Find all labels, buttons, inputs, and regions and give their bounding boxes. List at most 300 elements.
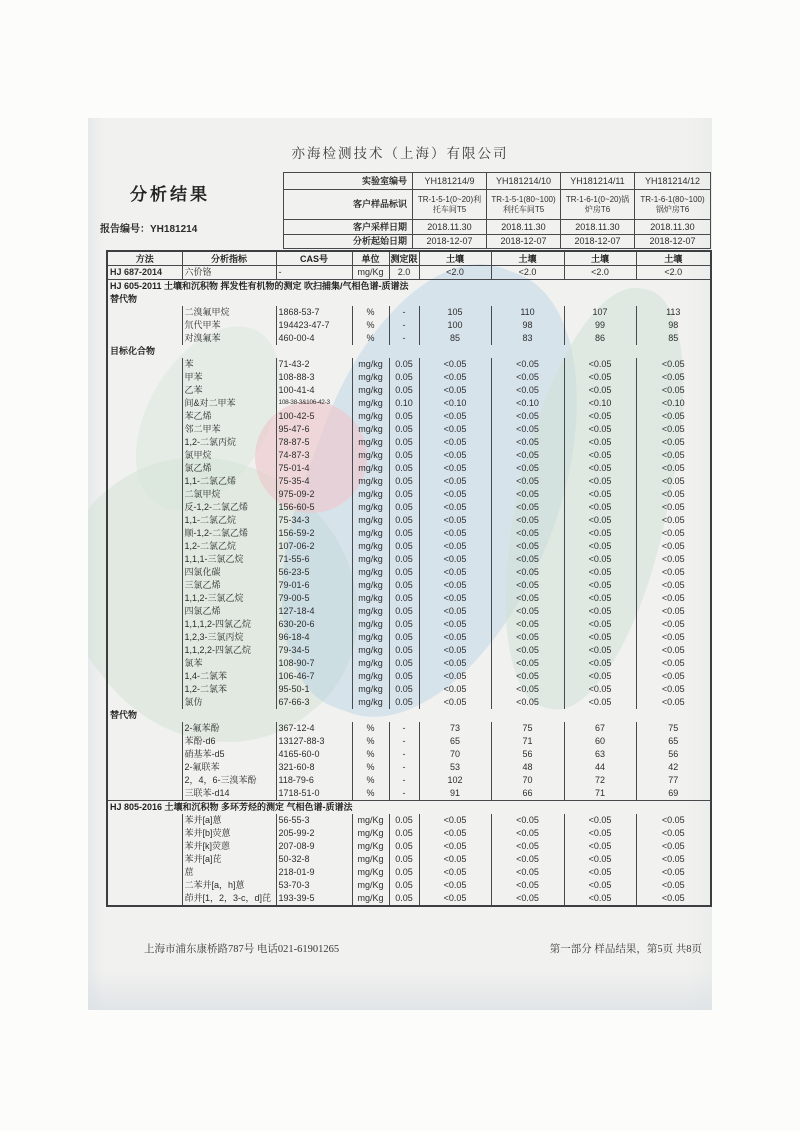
- value-cell: <0.05: [636, 462, 711, 475]
- value-cell: <0.05: [491, 892, 564, 906]
- value-cell: <0.05: [419, 553, 491, 566]
- cas-cell: 100-41-4: [276, 384, 352, 397]
- limit-cell: 0.10: [389, 397, 419, 410]
- analyte-cell: 苯: [182, 358, 276, 371]
- method-cell: [107, 566, 182, 579]
- value-cell: 100: [419, 319, 491, 332]
- analyte-cell: 2-氟联苯: [182, 761, 276, 774]
- analyte-cell: 2，4，6-三溴苯酚: [182, 774, 276, 787]
- value-cell: <0.05: [419, 879, 491, 892]
- value-cell: <0.05: [564, 592, 636, 605]
- value-cell: <0.05: [636, 423, 711, 436]
- value-cell: <0.05: [636, 840, 711, 853]
- unit-cell: mg/kg: [352, 501, 389, 514]
- cas-cell: 127-18-4: [276, 605, 352, 618]
- method-cell: [107, 892, 182, 906]
- limit-cell: 0.05: [389, 866, 419, 879]
- value-cell: <2.0: [636, 266, 711, 280]
- cas-cell: 4165-60-0: [276, 748, 352, 761]
- value-cell: <0.05: [491, 371, 564, 384]
- value-cell: <0.05: [491, 488, 564, 501]
- value-cell: <0.10: [419, 397, 491, 410]
- value-cell: 63: [564, 748, 636, 761]
- method-cell: [107, 436, 182, 449]
- value-cell: <0.05: [419, 423, 491, 436]
- method-cell: [107, 827, 182, 840]
- analyte-cell: 反-1,2-二氯乙烯: [182, 501, 276, 514]
- section-label: HJ 805-2016 土壤和沉积物 多环芳烃的测定 气相色谱-质谱法: [107, 801, 711, 815]
- value-cell: <0.05: [491, 683, 564, 696]
- value-cell: <0.05: [419, 566, 491, 579]
- limit-cell: 0.05: [389, 527, 419, 540]
- analyte-cell: 甲苯: [182, 371, 276, 384]
- method-cell: [107, 787, 182, 801]
- value-cell: <0.05: [636, 644, 711, 657]
- unit-cell: mg/kg: [352, 488, 389, 501]
- limit-cell: 0.05: [389, 696, 419, 709]
- value-cell: <0.10: [491, 397, 564, 410]
- analyte-cell: 苯乙烯: [182, 410, 276, 423]
- limit-cell: 0.05: [389, 631, 419, 644]
- unit-cell: mg/kg: [352, 592, 389, 605]
- value-cell: <0.05: [564, 475, 636, 488]
- method-cell: [107, 879, 182, 892]
- value-cell: <0.05: [636, 410, 711, 423]
- cas-cell: 100-42-5: [276, 410, 352, 423]
- value-cell: 72: [564, 774, 636, 787]
- section-row: [107, 280, 711, 294]
- table-row: [107, 371, 711, 384]
- column-header: 分析指标: [182, 251, 276, 266]
- analyte-cell: 茚并[1，2，3-c，d]芘: [182, 892, 276, 906]
- value-cell: <0.05: [419, 840, 491, 853]
- unit-cell: mg/kg: [352, 514, 389, 527]
- method-cell: [107, 631, 182, 644]
- footer-address: 上海市浦东康桥路787号 电话021-61901265: [144, 944, 340, 955]
- unit-cell: mg/kg: [352, 605, 389, 618]
- value-cell: <0.05: [564, 579, 636, 592]
- limit-cell: 0.05: [389, 462, 419, 475]
- table-row: [107, 761, 711, 774]
- cas-cell: 1718-51-0: [276, 787, 352, 801]
- value-cell: <0.05: [636, 553, 711, 566]
- limit-cell: 0.05: [389, 657, 419, 670]
- limit-cell: -: [389, 332, 419, 345]
- method-cell: [107, 683, 182, 696]
- unit-cell: mg/kg: [352, 371, 389, 384]
- value-cell: <0.05: [564, 423, 636, 436]
- cas-cell: 67-66-3: [276, 696, 352, 709]
- table-row: [107, 579, 711, 592]
- value-cell: <0.05: [636, 618, 711, 631]
- analyte-cell: 2-氟苯酚: [182, 722, 276, 735]
- cas-cell: 75-35-4: [276, 475, 352, 488]
- value-cell: <0.05: [491, 644, 564, 657]
- cas-cell: 156-60-5: [276, 501, 352, 514]
- group-label: 目标化合物: [110, 345, 156, 356]
- cas-cell: 108-38-3&106-42-3: [276, 397, 352, 410]
- analyte-cell: 1,2-二氯苯: [182, 683, 276, 696]
- value-cell: <0.05: [419, 527, 491, 540]
- column-header: 测定限: [389, 251, 419, 266]
- method-cell: [107, 384, 182, 397]
- method-cell: [107, 866, 182, 879]
- value-cell: <0.05: [564, 814, 636, 827]
- value-cell: <0.05: [564, 436, 636, 449]
- table-row: [107, 748, 711, 761]
- cas-cell: 367-12-4: [276, 722, 352, 735]
- method-cell: [107, 579, 182, 592]
- analyte-cell: 二氯甲烷: [182, 488, 276, 501]
- analyte-cell: 䓛: [182, 866, 276, 879]
- value-cell: <0.05: [419, 631, 491, 644]
- value-cell: <0.05: [636, 527, 711, 540]
- value-cell: <0.05: [419, 358, 491, 371]
- unit-cell: %: [352, 774, 389, 787]
- unit-cell: mg/Kg: [352, 892, 389, 906]
- value-cell: <0.05: [419, 436, 491, 449]
- cas-cell: 107-06-2: [276, 540, 352, 553]
- analyte-cell: 二溴氟甲烷: [182, 306, 276, 319]
- value-cell: <0.05: [491, 553, 564, 566]
- cas-cell: 75-34-3: [276, 514, 352, 527]
- value-cell: 53: [419, 761, 491, 774]
- value-cell: <0.05: [491, 423, 564, 436]
- table-row: [107, 618, 711, 631]
- limit-cell: 0.05: [389, 592, 419, 605]
- value-cell: <0.05: [636, 814, 711, 827]
- cas-cell: 74-87-3: [276, 449, 352, 462]
- unit-cell: mg/Kg: [352, 840, 389, 853]
- value-cell: <0.05: [636, 358, 711, 371]
- value-cell: <2.0: [491, 266, 564, 280]
- value-cell: 73: [419, 722, 491, 735]
- table-row: [107, 814, 711, 827]
- cas-cell: 460-00-4: [276, 332, 352, 345]
- value-cell: <0.05: [491, 358, 564, 371]
- value-cell: <0.05: [564, 449, 636, 462]
- value-cell: <0.05: [491, 527, 564, 540]
- unit-cell: mg/kg: [352, 566, 389, 579]
- value-cell: <0.05: [419, 475, 491, 488]
- value-cell: 98: [636, 319, 711, 332]
- limit-cell: -: [389, 306, 419, 319]
- footer-pagination: 第一部分 样品结果，第5页 共8页: [549, 944, 702, 955]
- value-cell: <0.05: [419, 488, 491, 501]
- sample-header-row-sample-date: [284, 220, 711, 235]
- value-cell: 67: [564, 722, 636, 735]
- sample-value: 2018-12-07: [635, 235, 711, 249]
- value-cell: <0.05: [636, 879, 711, 892]
- table-row: [107, 397, 711, 410]
- sample-value: 2018.11.30: [413, 220, 487, 235]
- value-cell: <0.05: [636, 501, 711, 514]
- value-cell: <0.05: [419, 592, 491, 605]
- value-cell: <0.05: [636, 670, 711, 683]
- method-cell: [107, 618, 182, 631]
- cas-cell: 207-08-9: [276, 840, 352, 853]
- cas-cell: 78-87-5: [276, 436, 352, 449]
- value-cell: <0.05: [564, 827, 636, 840]
- value-cell: 91: [419, 787, 491, 801]
- limit-cell: 0.05: [389, 892, 419, 906]
- analyte-cell: 1,2-二氯丙烷: [182, 436, 276, 449]
- value-cell: <0.05: [564, 631, 636, 644]
- value-cell: <0.05: [564, 527, 636, 540]
- method-cell: [107, 475, 182, 488]
- value-cell: 65: [419, 735, 491, 748]
- method-cell: [107, 306, 182, 319]
- value-cell: <0.05: [636, 371, 711, 384]
- limit-cell: -: [389, 748, 419, 761]
- value-cell: 110: [491, 306, 564, 319]
- sample-value: TR-1-6-1(0~20)锅炉房T6: [561, 190, 635, 220]
- limit-cell: 0.05: [389, 449, 419, 462]
- unit-cell: mg/kg: [352, 553, 389, 566]
- report-number: 报告编号：YH181214: [100, 224, 198, 235]
- value-cell: <0.05: [491, 814, 564, 827]
- table-row: [107, 774, 711, 787]
- limit-cell: 0.05: [389, 683, 419, 696]
- group-row: [107, 293, 711, 306]
- analyte-cell: 乙苯: [182, 384, 276, 397]
- limit-cell: 0.05: [389, 618, 419, 631]
- company-title: 亦海检测技术（上海）有限公司: [291, 146, 509, 161]
- analyte-cell: 氯乙烯: [182, 462, 276, 475]
- analyte-cell: 苯酚-d6: [182, 735, 276, 748]
- value-cell: <0.05: [491, 540, 564, 553]
- row-label: 客户采样日期: [284, 220, 413, 235]
- value-cell: <0.05: [636, 892, 711, 906]
- value-cell: <0.05: [636, 592, 711, 605]
- analyte-cell: 1,1,1-三氯乙烷: [182, 553, 276, 566]
- limit-cell: 0.05: [389, 605, 419, 618]
- value-cell: <0.05: [491, 827, 564, 840]
- table-row: [107, 514, 711, 527]
- value-cell: <0.05: [419, 514, 491, 527]
- column-header: CAS号: [276, 251, 352, 266]
- value-cell: <0.05: [491, 501, 564, 514]
- limit-cell: 0.05: [389, 371, 419, 384]
- cas-cell: 975-09-2: [276, 488, 352, 501]
- unit-cell: mg/Kg: [352, 853, 389, 866]
- table-row: [107, 605, 711, 618]
- limit-cell: -: [389, 722, 419, 735]
- table-row: [107, 683, 711, 696]
- unit-cell: %: [352, 748, 389, 761]
- method-cell: [107, 527, 182, 540]
- analyte-cell: 1,1,2,2-四氯乙烷: [182, 644, 276, 657]
- value-cell: <0.05: [564, 540, 636, 553]
- analyte-cell: 苯并[a]蒽: [182, 814, 276, 827]
- value-cell: <0.05: [419, 657, 491, 670]
- table-row: [107, 827, 711, 840]
- value-cell: 107: [564, 306, 636, 319]
- cas-cell: 205-99-2: [276, 827, 352, 840]
- limit-cell: 0.05: [389, 436, 419, 449]
- group-label: 替代物: [110, 293, 138, 304]
- column-header: 方法: [107, 251, 182, 266]
- unit-cell: mg/Kg: [352, 814, 389, 827]
- method-cell: [107, 397, 182, 410]
- unit-cell: mg/Kg: [352, 866, 389, 879]
- method-cell: [107, 358, 182, 371]
- cas-cell: 53-70-3: [276, 879, 352, 892]
- value-cell: <0.05: [419, 605, 491, 618]
- value-cell: <0.05: [419, 501, 491, 514]
- value-cell: <0.05: [491, 840, 564, 853]
- value-cell: 65: [636, 735, 711, 748]
- table-row: [107, 631, 711, 644]
- value-cell: <0.05: [419, 410, 491, 423]
- value-cell: <0.05: [636, 605, 711, 618]
- unit-cell: %: [352, 787, 389, 801]
- cas-cell: 194423-47-7: [276, 319, 352, 332]
- unit-cell: mg/kg: [352, 696, 389, 709]
- table-row: [107, 722, 711, 735]
- limit-cell: -: [389, 787, 419, 801]
- limit-cell: 0.05: [389, 488, 419, 501]
- method-cell: [107, 774, 182, 787]
- value-cell: <0.05: [564, 488, 636, 501]
- sample-value: YH181214/10: [487, 173, 561, 190]
- method-cell: [107, 644, 182, 657]
- sample-value: YH181214/12: [635, 173, 711, 190]
- unit-cell: %: [352, 735, 389, 748]
- value-cell: <0.05: [636, 853, 711, 866]
- section-row: [107, 801, 711, 815]
- table-row: [107, 475, 711, 488]
- value-cell: <0.05: [419, 683, 491, 696]
- limit-cell: 0.05: [389, 540, 419, 553]
- value-cell: <0.05: [491, 514, 564, 527]
- value-cell: 71: [564, 787, 636, 801]
- value-cell: <0.05: [491, 579, 564, 592]
- value-cell: 99: [564, 319, 636, 332]
- value-cell: <0.05: [419, 866, 491, 879]
- table-row: [107, 866, 711, 879]
- analyte-cell: 1,1,2-三氯乙烷: [182, 592, 276, 605]
- limit-cell: -: [389, 761, 419, 774]
- sample-value: 2018.11.30: [635, 220, 711, 235]
- cas-cell: -: [276, 266, 352, 280]
- table-row: [107, 853, 711, 866]
- sample-value: 2018.11.30: [487, 220, 561, 235]
- cas-cell: 56-23-5: [276, 566, 352, 579]
- table-row: [107, 879, 711, 892]
- method-cell: [107, 605, 182, 618]
- limit-cell: -: [389, 319, 419, 332]
- method-cell: [107, 592, 182, 605]
- value-cell: <0.05: [564, 462, 636, 475]
- value-cell: <0.05: [419, 696, 491, 709]
- document-page: [88, 118, 712, 1010]
- table-row: [107, 436, 711, 449]
- analyte-cell: 硝基苯-d5: [182, 748, 276, 761]
- cas-cell: 95-50-1: [276, 683, 352, 696]
- value-cell: <0.05: [419, 371, 491, 384]
- value-cell: <0.05: [564, 605, 636, 618]
- value-cell: <0.05: [491, 436, 564, 449]
- value-cell: <0.05: [491, 696, 564, 709]
- value-cell: 56: [491, 748, 564, 761]
- value-cell: <0.05: [636, 566, 711, 579]
- method-cell: [107, 761, 182, 774]
- value-cell: <0.05: [636, 579, 711, 592]
- method-cell: [107, 748, 182, 761]
- value-cell: <0.05: [491, 566, 564, 579]
- value-cell: 98: [491, 319, 564, 332]
- unit-cell: %: [352, 761, 389, 774]
- limit-cell: 0.05: [389, 879, 419, 892]
- table-row: [107, 553, 711, 566]
- table-row: [107, 488, 711, 501]
- analyte-cell: 对溴氟苯: [182, 332, 276, 345]
- method-cell: [107, 853, 182, 866]
- limit-cell: 0.05: [389, 358, 419, 371]
- unit-cell: mg/Kg: [352, 827, 389, 840]
- limit-cell: 0.05: [389, 579, 419, 592]
- analyte-cell: 顺-1,2-二氯乙烯: [182, 527, 276, 540]
- limit-cell: 0.05: [389, 423, 419, 436]
- value-cell: 85: [419, 332, 491, 345]
- method-cell: [107, 501, 182, 514]
- unit-cell: mg/kg: [352, 644, 389, 657]
- unit-cell: mg/kg: [352, 657, 389, 670]
- table-row: [107, 840, 711, 853]
- unit-cell: mg/kg: [352, 358, 389, 371]
- method-cell: [107, 657, 182, 670]
- value-cell: <0.05: [491, 879, 564, 892]
- table-row: [107, 657, 711, 670]
- cas-cell: 108-90-7: [276, 657, 352, 670]
- value-cell: <0.05: [491, 605, 564, 618]
- value-cell: <0.05: [491, 462, 564, 475]
- analyte-cell: 苯并[b]荧蒽: [182, 827, 276, 840]
- value-cell: <0.05: [636, 436, 711, 449]
- value-cell: <0.05: [636, 657, 711, 670]
- unit-cell: mg/kg: [352, 527, 389, 540]
- cas-cell: 71-43-2: [276, 358, 352, 371]
- value-cell: 56: [636, 748, 711, 761]
- value-cell: 70: [419, 748, 491, 761]
- value-cell: <0.05: [636, 696, 711, 709]
- value-cell: <0.05: [636, 384, 711, 397]
- analyte-cell: 苯并[k]荧蒽: [182, 840, 276, 853]
- cas-cell: 95-47-6: [276, 423, 352, 436]
- cas-cell: 13127-88-3: [276, 735, 352, 748]
- column-header: 土壤: [419, 251, 491, 266]
- value-cell: <0.05: [491, 384, 564, 397]
- table-row: [107, 332, 711, 345]
- value-cell: 44: [564, 761, 636, 774]
- table-row: [107, 384, 711, 397]
- cas-cell: 56-55-3: [276, 814, 352, 827]
- value-cell: 102: [419, 774, 491, 787]
- analyte-cell: 1,1-二氯乙烷: [182, 514, 276, 527]
- value-cell: <0.05: [491, 631, 564, 644]
- limit-cell: 0.05: [389, 853, 419, 866]
- method-cell: [107, 840, 182, 853]
- value-cell: <0.05: [564, 696, 636, 709]
- value-cell: 105: [419, 306, 491, 319]
- table-row: [107, 592, 711, 605]
- table-row: [107, 462, 711, 475]
- cas-cell: 218-01-9: [276, 866, 352, 879]
- analyte-cell: 六价铬: [182, 266, 276, 280]
- value-cell: <0.05: [636, 631, 711, 644]
- limit-cell: 0.05: [389, 410, 419, 423]
